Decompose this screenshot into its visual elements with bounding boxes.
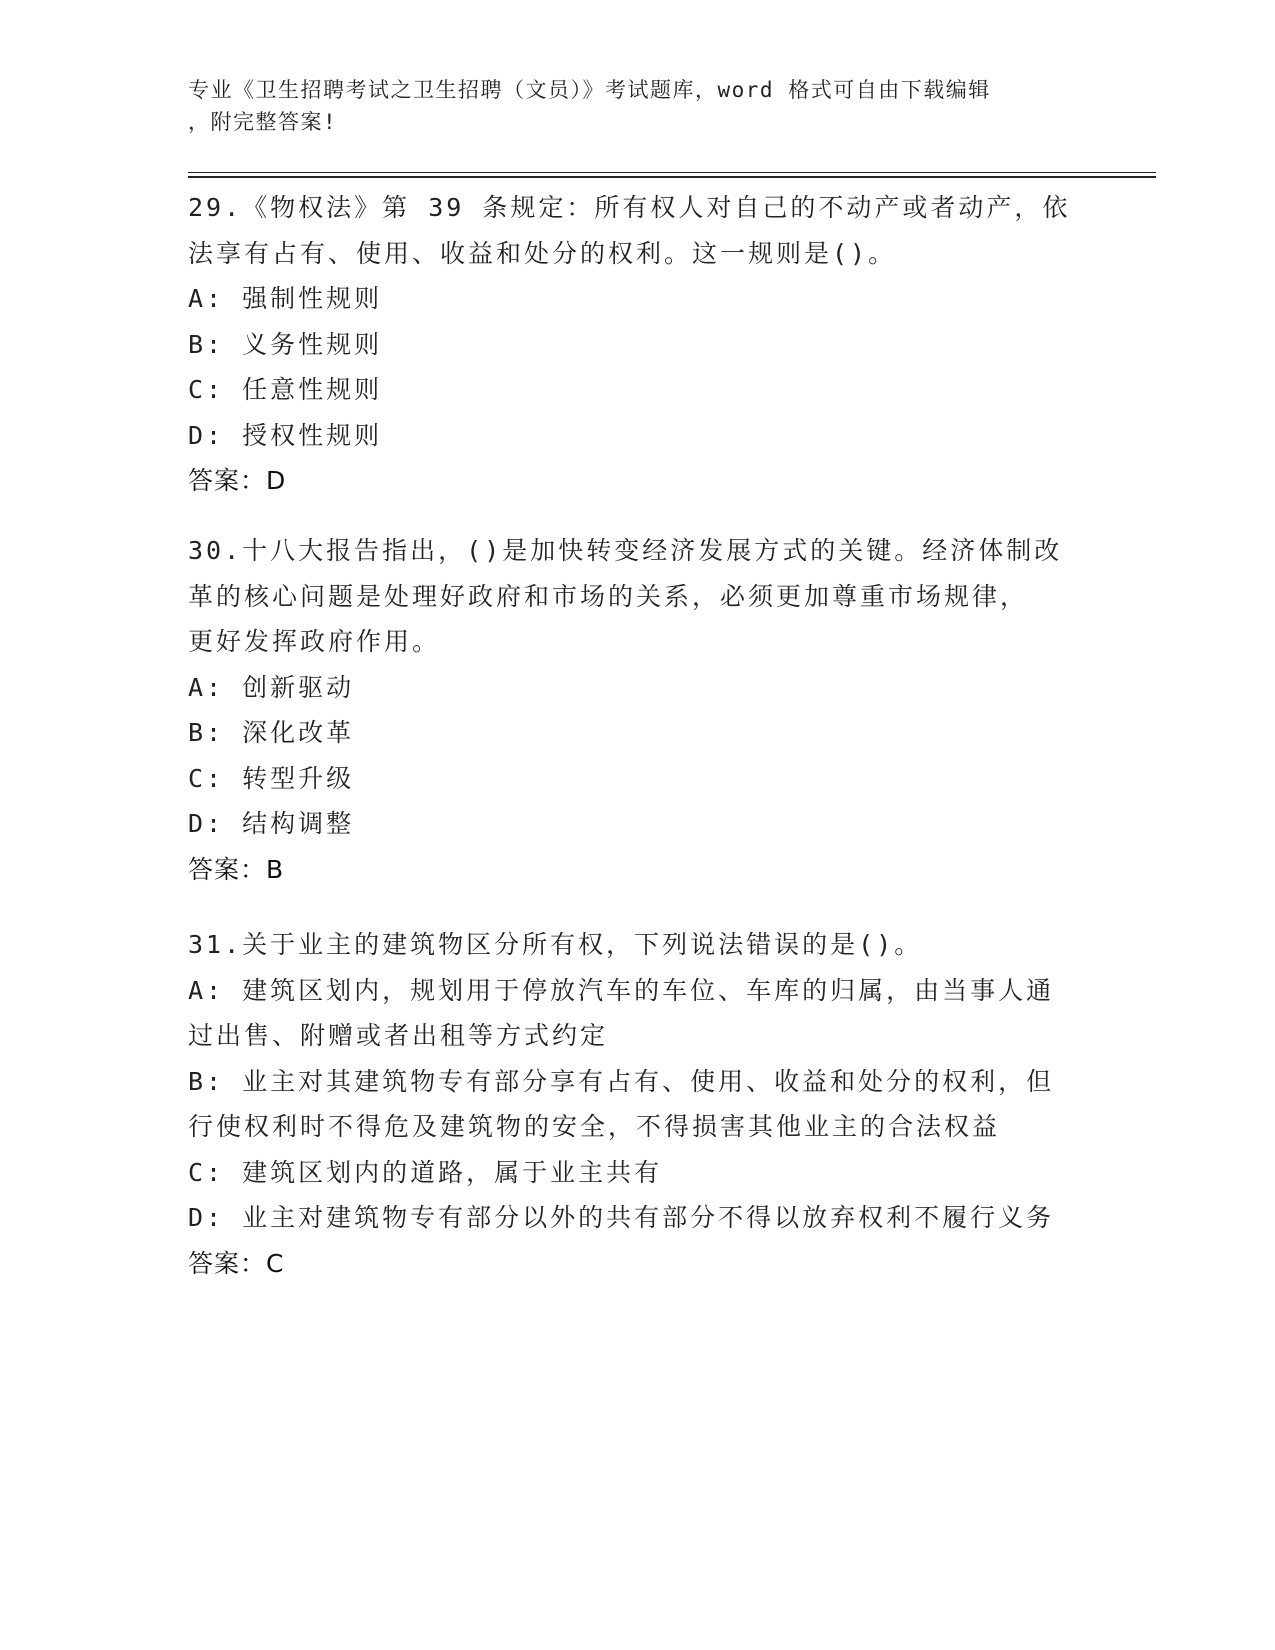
option-c: C: 转型升级 [188,763,355,793]
question-31 [188,922,1088,1286]
header-divider-thick [188,176,1156,178]
header-divider-thin [188,172,1156,173]
option-d: D: 业主对建筑物专有部分以外的共有部分不得以放弃权利不履行义务 [188,1203,1055,1232]
header-line-2: ，附完整答案! [188,110,338,134]
question-29 [188,185,1088,504]
option-b: B: 业主对其建筑物专有部分享有占有、使用、收益和处分的权利，但 [188,1066,1055,1096]
question-stem-line: 法享有占有、使用、收益和处分的权利。这一规则是()。 [188,238,897,268]
option-a: A: 建筑区划内，规划用于停放汽车的车位、车库的归属，由当事人通 [188,975,1055,1005]
question-stem-line: 29.《物权法》第 39 条规定：所有权人对自己的不动产或者动产，依 [188,193,1071,222]
option-a: A: 强制性规则 [188,284,383,313]
question-30 [188,528,1088,892]
question-stem-line: 31.关于业主的建筑物区分所有权，下列说法错误的是()。 [188,930,923,959]
document-header [188,74,1068,138]
answer: 答案：C [188,1248,285,1278]
option-b-continued: 行使权利时不得危及建筑物的安全，不得损害其他业主的合法权益 [188,1112,1001,1141]
question-stem-line: 30.十八大报告指出，()是加快转变经济发展方式的关键。经济体制改 [188,536,1063,565]
answer: 答案：D [188,466,287,495]
option-b: B: 深化改革 [188,718,355,747]
option-c: C: 任意性规则 [188,375,383,404]
question-stem-line: 更好发挥政府作用。 [188,627,441,656]
question-stem-line: 革的核心问题是处理好政府和市场的关系，必须更加尊重市场规律， [188,581,1029,611]
option-d: D: 结构调整 [188,809,355,838]
header-line-1: 专业《卫生招聘考试之卫生招聘（文员）》考试题库，word 格式可自由下载编辑 [188,78,991,102]
option-a-continued: 过出售、附赠或者出租等方式约定 [188,1021,609,1050]
option-c: C: 建筑区划内的道路，属于业主共有 [188,1157,663,1187]
option-d: D: 授权性规则 [188,420,383,450]
option-b: B: 义务性规则 [188,329,383,359]
option-a: A: 创新驱动 [188,672,355,702]
answer: 答案：B [188,854,285,884]
